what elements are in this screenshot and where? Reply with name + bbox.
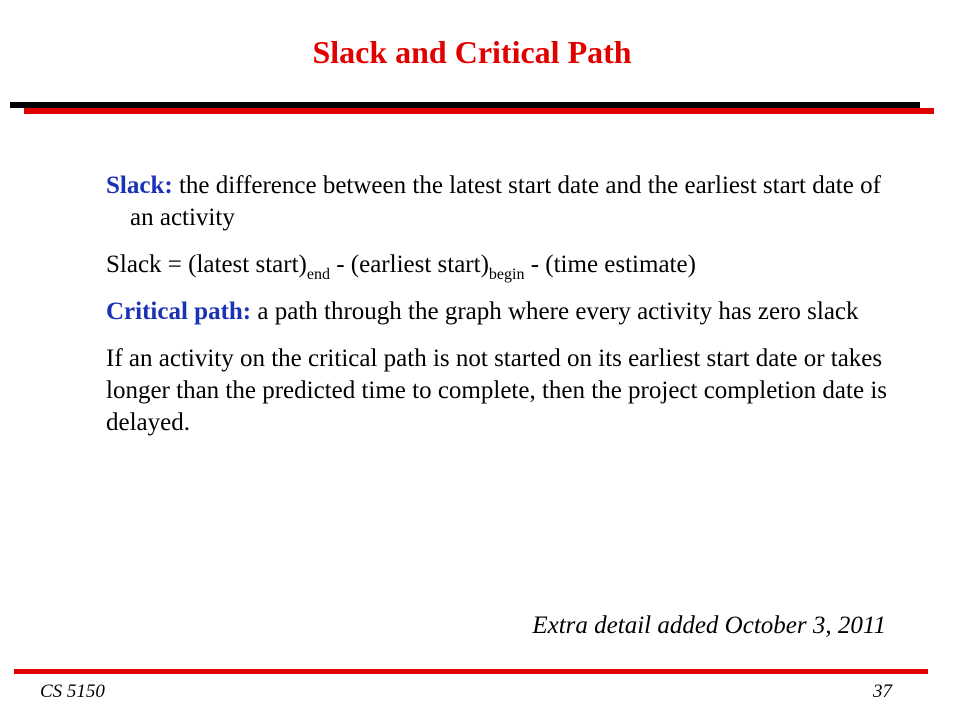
extra-detail-note: Extra detail added October 3, 2011: [532, 612, 886, 639]
consequence-paragraph: If an activity on the critical path is not started on its earliest start date or takes longer than the predicted time to complete, then the project completion date is delayed.: [106, 345, 887, 436]
slide-body: [106, 170, 906, 454]
page-number: 37: [873, 681, 892, 702]
title-rule-red: [24, 108, 934, 114]
formula-subscript-begin: begin: [488, 266, 525, 283]
course-label: CS 5150: [40, 681, 105, 702]
slack-term: Slack:: [106, 172, 173, 199]
slide-title: Slack and Critical Path: [312, 34, 632, 70]
footer-rule: [14, 669, 928, 674]
formula-part-3: - (time estimate): [524, 251, 696, 278]
slack-definition: [106, 170, 906, 234]
formula-part-2: - (earliest start): [329, 251, 489, 278]
critical-path-term: Critical path:: [106, 298, 252, 325]
formula-subscript-end: end: [306, 266, 330, 283]
formula-part-1: Slack = (latest start): [106, 251, 307, 278]
critical-path-definition-text: a path through the graph where every activity has zero slack: [251, 298, 859, 325]
slack-definition-text: the difference between the latest start date and the earliest start date of an activity: [130, 172, 881, 231]
critical-path-definition: [106, 296, 906, 328]
slack-formula: [106, 249, 906, 281]
